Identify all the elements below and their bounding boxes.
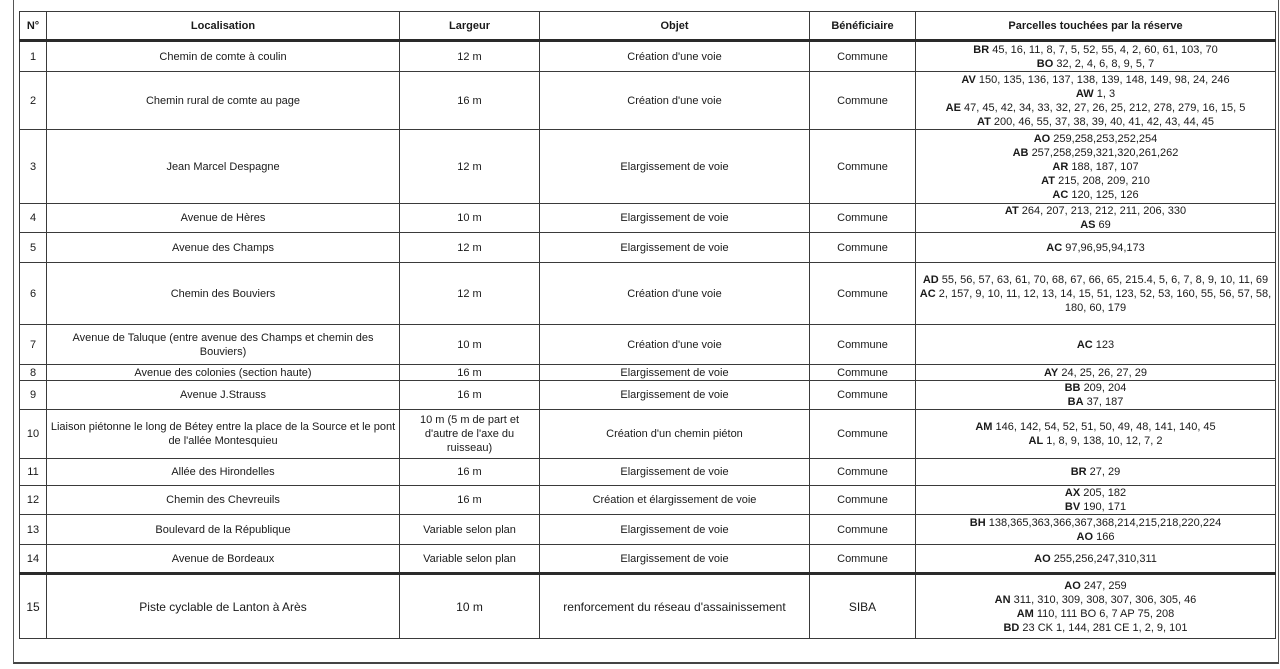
row-largeur: 10 m [400,325,540,365]
parcel-numbers: 47, 45, 42, 34, 33, 32, 27, 26, 25, 212, 278, 279, 16, 15, 5 [964,101,1246,114]
parcel-section: AM [975,421,993,433]
parcel-section: AD [922,273,939,286]
parcel-line [919,516,1272,530]
row-objet: Création d'une voie [540,72,810,130]
row-number: 14 [20,545,47,574]
row-objet: Elargissement de voie [540,365,810,381]
row-objet: Création d'une voie [540,41,810,72]
header-localisation: Localisation [47,12,400,41]
row-localisation: Chemin rural de comte au page [47,72,400,130]
parcel-section: AC [1046,241,1063,254]
row-localisation: Avenue J.Strauss [47,381,400,410]
table-row [20,41,1276,72]
row-localisation: Chemin des Bouviers [47,263,400,325]
row-number: 2 [20,72,47,130]
parcel-line [919,160,1272,174]
parcel-line [919,486,1272,500]
row-largeur: 16 m [400,72,540,130]
row-localisation: Chemin des Chevreuils [47,486,400,515]
parcel-section: AO [1033,132,1051,145]
parcel-numbers: 120, 125, 126 [1071,188,1139,201]
parcel-section: BB [1064,382,1081,394]
parcel-numbers: 1, 3 [1096,87,1116,100]
parcel-numbers: 190, 171 [1083,501,1127,513]
table-row [20,204,1276,233]
parcel-line [919,204,1272,218]
row-parcelles [916,72,1276,130]
row-localisation: Liaison piétonne le long de Bétey entre la place de la Source et le pont de l'allée Montesquieu [47,410,400,459]
row-beneficiaire: SIBA [810,574,916,639]
row-objet: Elargissement de voie [540,233,810,263]
parcel-line [919,218,1272,232]
row-parcelles [916,325,1276,365]
row-beneficiaire: Commune [810,41,916,72]
row-beneficiaire: Commune [810,486,916,515]
row-objet: Elargissement de voie [540,204,810,233]
parcel-section: AC [1052,188,1069,201]
parcel-section: BR [1070,466,1087,478]
parcel-numbers: 205, 182 [1083,487,1127,499]
parcel-section: BD [1003,621,1020,634]
row-beneficiaire: Commune [810,365,916,381]
row-parcelles [916,130,1276,204]
row-objet: Elargissement de voie [540,515,810,545]
parcel-numbers: 1, 8, 9, 138, 10, 12, 7, 2 [1046,435,1163,447]
parcel-section: AT [1004,205,1019,217]
parcel-section: BH [969,516,986,529]
parcel-line [919,621,1272,635]
parcel-line [919,73,1272,87]
row-largeur: Variable selon plan [400,545,540,574]
parcel-line [919,434,1272,448]
row-localisation: Jean Marcel Despagne [47,130,400,204]
row-beneficiaire: Commune [810,72,916,130]
row-parcelles [916,486,1276,515]
parcel-section: AY [1044,366,1059,379]
row-largeur: 16 m [400,381,540,410]
row-parcelles [916,381,1276,410]
row-localisation: Avenue des Champs [47,233,400,263]
header-row [20,12,1276,41]
table-row [20,365,1276,381]
row-largeur: 12 m [400,41,540,72]
row-number: 4 [20,204,47,233]
table-row [20,233,1276,263]
row-beneficiaire: Commune [810,204,916,233]
parcel-numbers: 257,258,259,321,320,261,262 [1031,146,1179,159]
table-row [20,381,1276,410]
row-parcelles [916,263,1276,325]
parcel-line [919,115,1272,129]
row-objet: Elargissement de voie [540,381,810,410]
parcel-line [919,607,1272,621]
parcel-line [919,420,1272,434]
row-localisation: Boulevard de la République [47,515,400,545]
parcel-numbers: 32, 2, 4, 6, 8, 9, 5, 7 [1056,57,1155,70]
row-beneficiaire: Commune [810,545,916,574]
row-largeur: 16 m [400,486,540,515]
parcel-line [919,338,1272,352]
parcel-line [919,552,1272,566]
row-number: 6 [20,263,47,325]
row-number: 8 [20,365,47,381]
row-largeur: 12 m [400,233,540,263]
row-parcelles [916,545,1276,574]
row-largeur: 12 m [400,130,540,204]
parcel-numbers: 69 [1098,219,1111,231]
row-objet: Elargissement de voie [540,459,810,486]
parcel-line [919,381,1272,395]
row-beneficiaire: Commune [810,515,916,545]
parcel-section: AS [1080,219,1096,231]
parcel-section: AN [994,593,1011,606]
parcel-numbers: 311, 310, 309, 308, 307, 306, 305, 46 [1013,593,1197,606]
row-parcelles [916,41,1276,72]
row-number: 7 [20,325,47,365]
parcel-numbers: 55, 56, 57, 63, 61, 70, 68, 67, 66, 65, 215.4, 5, 6, 7, 8, 9, 10, 11, 69 [941,273,1269,286]
row-number: 1 [20,41,47,72]
parcel-section: AO [1076,530,1094,543]
parcel-numbers: 27, 29 [1089,466,1121,478]
parcel-line [919,395,1272,409]
parcel-section: AO [1064,579,1081,592]
reserves-table [19,11,1276,639]
row-number: 15 [20,574,47,639]
parcel-line [919,287,1272,315]
parcel-section: AC [919,287,936,300]
parcel-numbers: 259,258,253,252,254 [1053,132,1158,145]
parcel-line [919,132,1272,146]
parcel-line [919,146,1272,160]
parcel-section: AO [1034,552,1051,565]
row-number: 9 [20,381,47,410]
parcel-section: AC [1076,338,1093,351]
row-beneficiaire: Commune [810,381,916,410]
table-row [20,325,1276,365]
table-row [20,130,1276,204]
row-localisation: Piste cyclable de Lanton à Arès [47,574,400,639]
parcel-section: AV [961,73,976,86]
parcel-section: BO [1036,57,1054,70]
parcel-numbers: 110, 111 BO 6, 7 AP 75, 208 [1036,607,1175,620]
header-objet: Objet [540,12,810,41]
parcel-numbers: 123 [1095,338,1115,351]
parcel-line [919,241,1272,255]
parcel-section: AT [976,115,991,128]
row-beneficiaire: Commune [810,233,916,263]
table-row [20,545,1276,574]
parcel-numbers: 37, 187 [1086,396,1124,408]
header-parcelles: Parcelles touchées par la réserve [916,12,1276,41]
row-parcelles [916,515,1276,545]
row-beneficiaire: Commune [810,459,916,486]
parcel-numbers: 2, 157, 9, 10, 11, 12, 13, 14, 15, 51, 123, 52, 53, 160, 55, 56, 57, 58, 180, 60, 179 [938,287,1272,314]
row-parcelles [916,410,1276,459]
row-number: 3 [20,130,47,204]
row-objet: Elargissement de voie [540,545,810,574]
row-localisation: Chemin de comte à coulin [47,41,400,72]
row-largeur: 10 m [400,574,540,639]
parcel-line [919,500,1272,514]
row-objet: Création et élargissement de voie [540,486,810,515]
parcel-numbers: 247, 259 [1083,579,1127,592]
row-parcelles [916,204,1276,233]
row-objet: Elargissement de voie [540,130,810,204]
row-number: 10 [20,410,47,459]
parcel-numbers: 23 CK 1, 144, 281 CE 1, 2, 9, 101 [1022,621,1188,634]
parcel-section: AW [1075,87,1094,100]
parcel-line [919,465,1272,479]
parcel-line [919,101,1272,115]
parcel-numbers: 97,96,95,94,173 [1065,241,1145,254]
row-parcelles [916,233,1276,263]
row-localisation: Avenue des colonies (section haute) [47,365,400,381]
row-number: 12 [20,486,47,515]
header-largeur: Largeur [400,12,540,41]
parcel-numbers: 188, 187, 107 [1071,160,1139,173]
row-number: 13 [20,515,47,545]
parcel-numbers: 264, 207, 213, 212, 211, 206, 330 [1021,205,1187,217]
row-objet: Création d'une voie [540,325,810,365]
parcel-section: BA [1067,396,1084,408]
row-beneficiaire: Commune [810,263,916,325]
table-body [20,41,1276,639]
parcel-line [919,43,1272,57]
parcel-line [919,188,1272,202]
row-objet: Création d'un chemin piéton [540,410,810,459]
row-largeur: 16 m [400,459,540,486]
row-objet: renforcement du réseau d'assainissement [540,574,810,639]
table-row [20,574,1276,639]
row-largeur: 10 m [400,204,540,233]
row-largeur: 16 m [400,365,540,381]
parcel-section: BV [1064,501,1081,513]
row-localisation: Avenue de Taluque (entre avenue des Champs et chemin des Bouviers) [47,325,400,365]
parcel-numbers: 138,365,363,366,367,368,214,215,218,220,224 [988,516,1222,529]
row-localisation: Avenue de Hères [47,204,400,233]
parcel-numbers: 45, 16, 11, 8, 7, 5, 52, 55, 4, 2, 60, 61, 103, 70 [992,43,1218,56]
header-beneficiaire: Bénéficiaire [810,12,916,41]
parcel-section: AX [1064,487,1081,499]
row-beneficiaire: Commune [810,325,916,365]
parcel-section: AR [1052,160,1069,173]
parcel-numbers: 200, 46, 55, 37, 38, 39, 40, 41, 42, 43, 44, 45 [993,115,1215,128]
row-largeur: Variable selon plan [400,515,540,545]
parcel-numbers: 24, 25, 26, 27, 29 [1061,366,1147,379]
table-row [20,263,1276,325]
parcel-line [919,174,1272,188]
row-parcelles [916,459,1276,486]
row-localisation: Allée des Hirondelles [47,459,400,486]
row-parcelles [916,574,1276,639]
parcel-section: AL [1028,435,1044,447]
parcel-numbers: 209, 204 [1083,382,1127,394]
parcel-section: BR [973,43,990,56]
header-num: N° [20,12,47,41]
parcel-numbers: 215, 208, 209, 210 [1058,174,1150,187]
row-beneficiaire: Commune [810,130,916,204]
row-largeur: 10 m (5 m de part et d'autre de l'axe du ruisseau) [400,410,540,459]
parcel-line [919,366,1272,380]
row-objet: Création d'une voie [540,263,810,325]
parcel-line [919,593,1272,607]
parcel-line [919,87,1272,101]
table-row [20,72,1276,130]
parcel-section: AB [1012,146,1029,159]
parcel-section: AE [945,101,961,114]
table-row [20,410,1276,459]
parcel-line [919,57,1272,71]
parcel-numbers: 255,256,247,310,311 [1053,552,1157,565]
table-row [20,459,1276,486]
row-largeur: 12 m [400,263,540,325]
parcel-numbers: 150, 135, 136, 137, 138, 139, 148, 149, 98, 24, 246 [978,73,1230,86]
row-number: 5 [20,233,47,263]
parcel-line [919,530,1272,544]
parcel-section: AT [1041,174,1056,187]
row-number: 11 [20,459,47,486]
parcel-line [919,579,1272,593]
parcel-line [919,273,1272,287]
row-parcelles [916,365,1276,381]
parcel-section: AM [1016,607,1034,620]
table-row [20,515,1276,545]
row-beneficiaire: Commune [810,410,916,459]
row-localisation: Avenue de Bordeaux [47,545,400,574]
parcel-numbers: 146, 142, 54, 52, 51, 50, 49, 48, 141, 140, 45 [995,421,1216,433]
table-row [20,486,1276,515]
parcel-numbers: 166 [1096,530,1115,543]
